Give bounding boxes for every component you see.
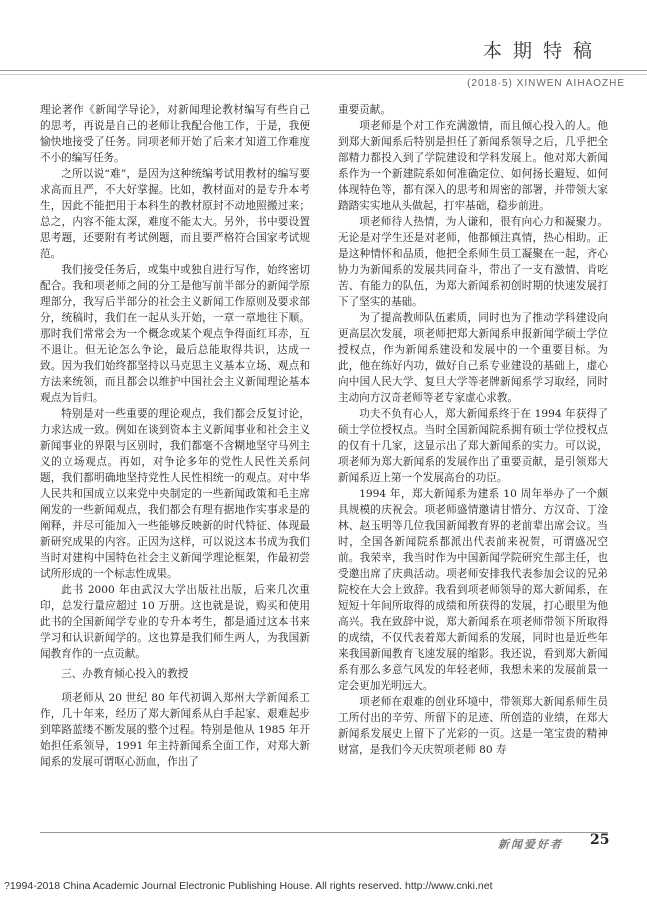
paragraph: 之所以说“难”，是因为这种统编考试用教材的编写要求高而且严，不大好掌握。比如，教材面对的是专升本考生，因此不能把用于本科生的教材原封不动地照搬过来；总之，内容不能太深，难度不能太大。另外，书中要设置思考题，还要附有考试例题，而且要严格符合国家考试规范。 (40, 168, 310, 260)
paragraph: 理论著作《新闻学导论》，对新闻理论教材编写有些自己的思考，再说是自己的老师让我配合他工作，于是，我便愉快地接受了任务。同项老师开始了后来才知道工作难度不小的编写任务。 (40, 104, 310, 164)
paragraph: 功夫不负有心人，郑大新闻系终于在 1994 年获得了硕士学位授权点。当时全国新闻院系拥有硕士学位授权点的仅有十几家，这显示出了郑大新闻系的实力。可以说，项老师为郑大新闻系的发展作出了重要贡献，是引领郑大新闻系迈上第一个发展高台的功臣。 (338, 408, 608, 484)
header-rule-secondary (0, 74, 647, 75)
paragraph: 此书 2000 年由武汉大学出版社出版，后来几次重印，总发行量应超过 10 万册。这也就是说，购买和使用此书的全国新闻学专业的专升本考生，都是通过这本书来学习和认识新闻学的。这也算是我们师生两人，为我国新闻教育作的一点贡献。 (40, 584, 310, 660)
footer-rule (40, 832, 608, 833)
paragraph: 为了提高教师队伍素质，同时也为了推动学科建设向更高层次发展，项老师把郑大新闻系申报新闻学硕士学位授权点，作为新闻系建设和发展中的一个重要目标。为此，他在练好内功，做好自己系专业建设的基础上，虚心向中国人民大学、复旦大学等老牌新闻系学习取经，同时主动向方汉奇老师等老专家虚心求教。 (338, 312, 608, 404)
paragraph: 项老师是个对工作充满激情，而且倾心投入的人。他到郑大新闻系后特别是担任了新闻系领导之后，几乎把全部精力都投入到了学院建设和学科发展上。他对郑大新闻系作为一个新建院系如何准确定位、如何扬长避短、如何体现特色等，都有深入的思考和周密的部署，并带领大家踏踏实实地从头做起，打牢基础，稳步前进。 (338, 120, 608, 212)
journal-section-title: 本期特稿 (482, 40, 603, 62)
paragraph: 我们接受任务后，或集中或独自进行写作，始终密切配合。我和项老师之间的分工是他写前半部分的新闻学原理部分，我写后半部分的社会主义新闻工作原则及要求部分，统稿时，我们在一起从头开始，一章一章地往下顺。那时我们常常会为一个概念或某个观点争得面红耳赤，互不退让。但无论怎么争论，最后总能取得共识，达成一致。因为我们始终都坚持以马克思主义基本立场、观点和方法来统领，而且都会以维护中国社会主义新闻理论基本观点为旨归。 (40, 264, 310, 404)
section-heading: 三、办教育倾心投入的教授 (61, 668, 189, 680)
paragraph: 特别是对一些重要的理论观点，我们都会反复讨论，力求达成一致。例如在谈到资本主义新闻事业和社会主义新闻事业的界限与区别时，我们都毫不含糊地坚守马列主义的立场观点。再如，对争论多年的党性人民性关系问题，我们都明确地坚持党性人民性相统一的观点。对中华人民共和国成立以来党中央制定的一些新闻政策和毛主席阐发的一些新闻观点，我们都会有理有据地作实事求是的阐释，并尽可能加入一些能够反映新的时代特征、体现最新研究成果的内容。正因为这样，可以说这本书成为我们当时对建构中国特色社会主义新闻学理论框架，作最初尝试所形成的一个标志性成果。 (40, 408, 310, 580)
page-number: 25 (590, 832, 610, 848)
left-column (40, 102, 310, 770)
issue-meta: (2018·5) XINWEN AIHAOZHE (467, 78, 625, 89)
paragraph: 项老师待人热情，为人谦和，很有向心力和凝聚力。无论是对学生还是对老师，他都倾注真情，热心相助。正是这种情怀和品质，他把全系师生员工凝聚在一起，齐心协力为新闻系的发展共同奋斗，带出了一支有激情、肯吃苦、有能力的队伍，为郑大新闻系初创时期的快速发展打下了坚实的基础。 (338, 216, 608, 308)
journal-brand: 新闻爱好者 (498, 838, 563, 851)
paragraph: 重要贡献。 (338, 104, 391, 116)
copyright-line: ?1994-2018 China Academic Journal Electronic Publishing House. All rights reserved. http://www.cnki.net (4, 880, 493, 892)
paragraph: 项老师在艰难的创业环境中，带领郑大新闻系师生员工所付出的辛劳、所留下的足迹、所创造的业绩，在郑大新闻系发展史上留下了光彩的一页。这是一笔宝贵的精神财富，是我们今天庆贺项老师 80 寿 (338, 696, 608, 756)
paragraph: 项老师从 20 世纪 80 年代初调入郑州大学新闻系工作，几十年来，经历了郑大新闻系从白手起家、艰难起步到筚路蓝缕不断发展的整个过程。特别是他从 1985 年开始担任系领导，1991 年主持新闻系全面工作，对郑大新闻系的发展可谓呕心沥血，作出了 (40, 692, 310, 768)
right-column (338, 102, 608, 758)
header-rule (0, 70, 647, 71)
paragraph: 1994 年，郑大新闻系为建系 10 周年举办了一个颇具规模的庆祝会。项老师盛情邀请甘惜分、方汉奇、丁淦林、赵玉明等几位我国新闻教育界的老前辈出席会议。当时，全国各新闻院系都派出代表前来祝贺，可谓盛况空前。我荣幸，我当时作为中国新闻学院研究生部主任，也受邀出席了庆典活动。项老师安排我代表参加会议的兄弟院校在大会上致辞。我看到项老师领导的郑大新闻系，在短短十年间所取得的成绩和所获得的发展，打心眼里为他高兴。我在致辞中说，郑大新闻系在项老师带领下所取得的成绩，不仅代表着郑大新闻系的发展，同时也是近些年来我国新闻教育飞速发展的缩影。我还说，看到郑大新闻系有那么多意气风发的年轻老师，我想未来的发展前景一定会更加光明远大。 (338, 488, 608, 692)
